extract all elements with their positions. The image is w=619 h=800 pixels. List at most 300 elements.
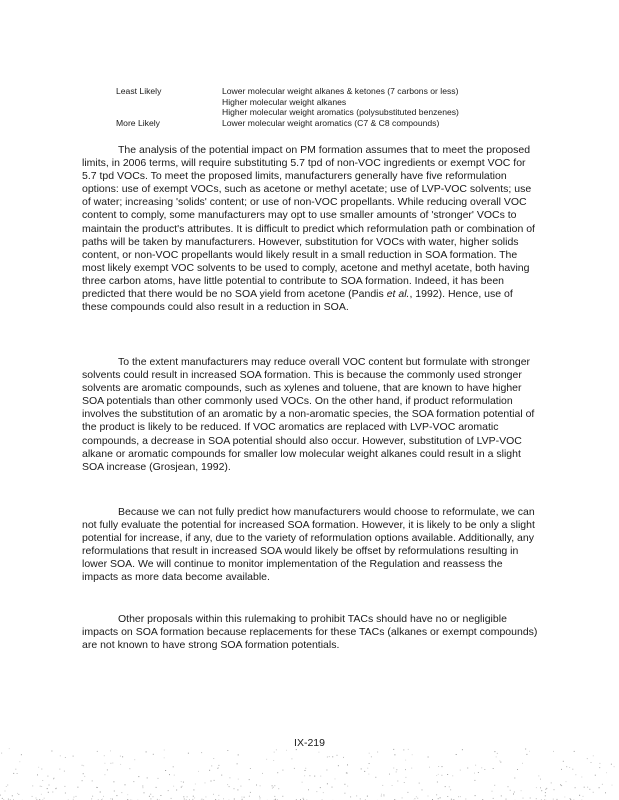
page-number: IX-219: [294, 737, 325, 749]
speckle-dot: [149, 796, 150, 797]
paragraph-tac-proposals: Other proposals within this rulemaking to prohibit TACs should have no or negligible impacts on SOA formation because replacements for these TACs (alkanes or exempt compounds) are not known to have strong SOA formation potentials.: [82, 613, 538, 652]
speckle-dot: [499, 760, 500, 761]
speckle-dot: [593, 755, 594, 756]
speckle-dot: [369, 753, 370, 754]
speckle-dot: [572, 769, 573, 770]
speckle-dot: [530, 798, 531, 799]
speckle-dot: [574, 751, 575, 752]
speckle-dot: [156, 787, 157, 788]
speckle-dot: [249, 796, 250, 797]
speckle-dot: [314, 776, 315, 777]
speckle-dot: [303, 798, 304, 799]
speckle-dot: [237, 789, 238, 790]
speckle-dot: [438, 798, 439, 799]
speckle-dot: [566, 766, 567, 767]
speckle-dot: [508, 786, 509, 787]
speckle-dot: [440, 797, 441, 798]
paragraph-reformulation-uncertainty: Because we can not fully predict how manufacturers would choose to reformulate, we can not fully evaluate the potential for increased SOA formation. However, it is likely to be only a slight potential for increase, if any, due to the variety of reformulation options available. Additionally, any reformulations that result in increased SOA would likely be offset by reformulations resulting in lower SOA. We will continue to monitor implementation of the Regulation and reassess the impacts as more data become available.: [82, 506, 535, 584]
speckle-dot: [591, 762, 592, 763]
speckle-dot: [273, 787, 274, 788]
speckle-dot: [566, 781, 567, 782]
speckle-dot: [37, 774, 38, 775]
speckle-dot: [7, 785, 8, 786]
speckle-dot: [407, 792, 408, 793]
speckle-dot: [250, 792, 251, 793]
speckle-dot: [223, 798, 224, 799]
speckle-dot: [551, 782, 552, 783]
speckle-dot: [291, 758, 292, 759]
speckle-dot: [60, 755, 61, 756]
speckle-dot: [428, 796, 429, 797]
speckle-dot: [450, 789, 451, 790]
speckle-dot: [347, 773, 348, 774]
speckle-dot: [112, 763, 113, 764]
speckle-dot: [523, 798, 524, 799]
speckle-dot: [133, 781, 134, 782]
speckle-dot: [217, 768, 218, 769]
speckle-dot: [332, 787, 333, 788]
speckle-dot: [193, 789, 194, 790]
speckle-dot: [500, 762, 501, 763]
speckle-dot: [612, 785, 613, 786]
speckle-dot: [540, 787, 541, 788]
speckle-dot: [171, 798, 172, 799]
speckle-dot: [296, 749, 297, 750]
speckle-dot: [347, 764, 348, 765]
speckle-dot: [73, 797, 74, 798]
speckle-dot: [229, 777, 230, 778]
speckle-dot: [104, 774, 105, 775]
speckle-dot: [561, 769, 562, 770]
speckle-dot: [234, 799, 235, 800]
speckle-dot: [563, 761, 564, 762]
speckle-dot: [238, 779, 239, 780]
speckle-dot: [583, 796, 584, 797]
speckle-dot: [142, 787, 143, 788]
speckle-dot: [510, 790, 511, 791]
speckle-dot: [478, 772, 479, 773]
speckle-dot: [526, 754, 527, 755]
speckle-dot: [195, 784, 196, 785]
speckle-dot: [553, 751, 554, 752]
speckle-dot: [553, 799, 554, 800]
speckle-dot: [103, 796, 104, 797]
ranking-description: [222, 97, 556, 118]
speckle-dot: [193, 796, 194, 797]
speckle-dot: [587, 787, 588, 788]
speckle-dot: [546, 788, 547, 789]
speckle-dot: [259, 796, 260, 797]
speckle-dot: [540, 779, 541, 780]
speckle-dot: [52, 792, 53, 793]
speckle-dot: [465, 799, 466, 800]
speckle-dot: [449, 786, 450, 787]
speckle-dot: [493, 768, 494, 769]
speckle-dot: [201, 752, 202, 753]
ranking-label: Least Likely: [116, 86, 162, 96]
speckle-dot: [474, 773, 475, 774]
speckle-dot: [554, 789, 555, 790]
speckle-dot: [83, 765, 84, 766]
speckle-dot: [113, 781, 114, 782]
speckle-dot: [458, 796, 459, 797]
speckle-dot: [214, 780, 215, 781]
speckle-dot: [337, 755, 338, 756]
speckle-dot: [218, 795, 219, 796]
speckle-dot: [227, 750, 228, 751]
speckle-dot: [514, 792, 515, 793]
speckle-dot: [100, 792, 101, 793]
speckle-dot: [104, 755, 105, 756]
speckle-dot: [256, 785, 257, 786]
speckle-dot: [110, 763, 111, 764]
speckle-dot: [92, 780, 93, 781]
speckle-dot: [32, 796, 33, 797]
speckle-dot: [364, 771, 365, 772]
speckle-dot: [475, 795, 476, 796]
speckle-dot: [83, 773, 84, 774]
speckle-dot: [8, 799, 9, 800]
speckle-dot: [419, 783, 420, 784]
speckle-dot: [335, 778, 336, 779]
speckle-dot: [394, 754, 395, 755]
speckle-dot: [266, 759, 267, 760]
speckle-dot: [350, 796, 351, 797]
speckle-dot: [599, 767, 600, 768]
speckle-dot: [64, 786, 65, 787]
speckle-dot: [529, 751, 530, 752]
ranking-line: Lower molecular weight aromatics (C7 & C8 compounds): [222, 117, 440, 128]
speckle-dot: [521, 790, 522, 791]
speckle-dot: [144, 792, 145, 793]
speckle-dot: [442, 766, 443, 767]
speckle-dot: [514, 778, 515, 779]
speckle-dot: [1, 753, 2, 754]
speckle-dot: [76, 796, 77, 797]
speckle-dot: [92, 796, 93, 797]
speckle-dot: [91, 798, 92, 799]
speckle-dot: [392, 785, 393, 786]
speckle-dot: [441, 775, 442, 776]
speckle-dot: [181, 781, 182, 782]
speckle-dot: [110, 798, 111, 799]
speckle-dot: [213, 794, 214, 795]
speckle-dot: [47, 788, 48, 789]
speckle-dot: [213, 758, 214, 759]
speckle-dot: [187, 796, 188, 797]
speckle-dot: [104, 763, 105, 764]
speckle-dot: [188, 753, 189, 754]
speckle-dot: [492, 791, 493, 792]
speckle-dot: [589, 789, 590, 790]
speckle-dot: [541, 790, 542, 791]
speckle-dot: [84, 776, 85, 777]
speckle-dot: [545, 795, 546, 796]
ranking-label: More Likely: [116, 117, 160, 128]
speckle-dot: [129, 768, 130, 769]
speckle-dot: [18, 794, 19, 795]
speckle-dot: [211, 781, 212, 782]
speckle-dot: [428, 757, 429, 758]
speckle-dot: [384, 796, 385, 797]
speckle-dot: [389, 774, 390, 775]
speckle-dot: [65, 793, 66, 794]
speckle-dot: [21, 754, 22, 755]
speckle-dot: [575, 787, 576, 788]
speckle-dot: [183, 782, 184, 783]
speckle-dot: [122, 756, 123, 757]
speckle-dot: [408, 749, 409, 750]
speckle-dot: [47, 776, 48, 777]
paragraph-text: The analysis of the potential impact on PM formation assumes that to meet the proposed limits, in 2006 terms, will require substituting 5.7 tpd of non-VOC ingredients or exempt VOC for 5.7 tpd VOCs. To meet the proposed limits, manufacturers generally have five reformulation options: use of exempt VOCs, such as acetone or methyl acetate; use of LVP-VOC solvents; use of water; increasing 'solids' content; or use of non-VOC propellants. While reducing overall VOC content to comply, some manufacturers may opt to use smaller amounts of 'stronger' VOCs to maintain the product's attributes. It is difficult to predict which reformulation path or combination of paths will be taken by manufacturers. However, substitution for VOCs with water, higher solids content, or non-VOC propellants would likely result in a small reduction in SOA formation. The most likely exempt VOC solvents to be used to comply, acetone and methyl acetate, both having three carbon atoms, have little potential to contribute to SOA formation. Indeed, it has been predicted that there would be no SOA yield from acetone (Pandis: [82, 144, 535, 301]
speckle-dot: [437, 782, 438, 783]
speckle-dot: [153, 754, 154, 755]
speckle-dot: [2, 798, 3, 799]
speckle-dot: [82, 765, 83, 766]
speckle-dot: [316, 791, 317, 792]
speckle-dot: [606, 772, 607, 773]
speckle-dot: [41, 786, 42, 787]
speckle-dot: [452, 775, 453, 776]
speckle-dot: [40, 786, 41, 787]
speckle-dot: [294, 768, 295, 769]
speckle-dot: [238, 754, 239, 755]
speckle-dot: [273, 760, 274, 761]
speckle-dot: [244, 797, 245, 798]
speckle-dot: [326, 770, 327, 771]
speckle-dot: [17, 773, 18, 774]
speckle-dot: [560, 784, 561, 785]
speckle-dot: [127, 794, 128, 795]
paragraph-stronger-solvents: To the extent manufacturers may reduce overall VOC content but formulate with stronger solvents could result in increased SOA formation. This is because the commonly used stronger solvents are aromatic compounds, such as xylenes and toluene, that are known to have higher SOA potentials than other commonly used VOCs. On the other hand, if product reformulation involves the substitution of an aromatic by a non-aromatic species, the SOA formation potential of the product is likely to be reduced. If VOC aromatics are replaced with LVP-VOC aromatic compounds, a decrease in SOA potential should also occur. However, substitution of LVP-VOC alkane or aromatic compounds for smaller low molecular weight alkanes could result in a slight SOA increase (Grosjean, 1992).: [82, 356, 535, 473]
speckle-dot: [417, 798, 418, 799]
speckle-dot: [614, 766, 615, 767]
speckle-dot: [501, 795, 502, 796]
speckle-dot: [194, 797, 195, 798]
speckle-dot: [153, 796, 154, 797]
speckle-dot: [320, 776, 321, 777]
ranking-description: [222, 86, 556, 97]
speckle-dot: [343, 757, 344, 758]
speckle-dot: [338, 765, 339, 766]
speckle-dot: [403, 749, 404, 750]
speckle-dot: [447, 774, 448, 775]
speckle-dot: [205, 782, 206, 783]
speckle-dot: [411, 768, 412, 769]
speckle-dot: [383, 794, 384, 795]
speckle-dot: [599, 763, 600, 764]
speckle-dot: [229, 786, 230, 787]
speckle-dot: [142, 786, 143, 787]
speckle-dot: [55, 788, 56, 789]
speckle-dot: [241, 797, 242, 798]
speckle-dot: [272, 785, 273, 786]
speckle-dot: [146, 751, 147, 752]
speckle-dot: [51, 751, 52, 752]
speckle-dot: [513, 794, 514, 795]
speckle-dot: [183, 796, 184, 797]
ranking-description: [222, 118, 556, 129]
speckle-dot: [320, 787, 321, 788]
speckle-dot: [48, 792, 49, 793]
speckle-dot: [347, 786, 348, 787]
speckle-dot: [396, 769, 397, 770]
speckle-dot: [538, 775, 539, 776]
speckle-dot: [493, 798, 494, 799]
speckle-dot: [227, 784, 228, 785]
speckle-dot: [368, 774, 369, 775]
speckle-dot: [462, 749, 463, 750]
speckle-dot: [6, 786, 7, 787]
speckle-dot: [250, 768, 251, 769]
speckle-dot: [134, 759, 135, 760]
ranking-row: [116, 118, 556, 129]
speckle-dot: [456, 754, 457, 755]
speckle-dot: [405, 777, 406, 778]
speckle-dot: [522, 763, 523, 764]
speckle-dot: [536, 798, 537, 799]
speckle-dot: [218, 765, 219, 766]
speckle-dot: [64, 771, 65, 772]
speckle-dot: [209, 770, 210, 771]
speckle-dot: [579, 795, 580, 796]
speckle-dot: [481, 767, 482, 768]
speckle-dot: [205, 796, 206, 797]
speckle-dot: [405, 769, 406, 770]
speckle-dot: [369, 763, 370, 764]
speckle-dot: [367, 768, 368, 769]
speckle-dot: [240, 786, 241, 787]
speckle-dot: [282, 796, 283, 797]
speckle-dot: [356, 795, 357, 796]
speckle-dot: [460, 770, 461, 771]
citation-et-al: et al.: [386, 288, 410, 301]
speckle-dot: [13, 773, 14, 774]
speckle-dot: [402, 797, 403, 798]
speckle-dot: [564, 797, 565, 798]
speckle-dot: [59, 769, 60, 770]
speckle-dot: [160, 795, 161, 796]
speckle-dot: [77, 787, 78, 788]
speckle-dot: [436, 794, 437, 795]
speckle-dot: [15, 769, 16, 770]
speckle-dot: [169, 774, 170, 775]
speckle-dot: [587, 758, 588, 759]
ranking-row: [116, 86, 556, 97]
speckle-dot: [65, 757, 66, 758]
speckle-dot: [41, 794, 42, 795]
speckle-dot: [49, 785, 50, 786]
speckle-dot: [112, 799, 113, 800]
speckle-dot: [96, 787, 97, 788]
speckle-dot: [475, 765, 476, 766]
speckle-dot: [344, 784, 345, 785]
speckle-dot: [276, 749, 277, 750]
speckle-dot: [367, 796, 368, 797]
speckle-dot: [82, 780, 83, 781]
speckle-dot: [605, 792, 606, 793]
speckle-dot: [182, 786, 183, 787]
speckle-dot: [545, 792, 546, 793]
speckle-dot: [494, 785, 495, 786]
speckle-dot: [396, 771, 397, 772]
speckle-dot: [176, 790, 177, 791]
speckle-dot: [371, 756, 372, 757]
speckle-dot: [249, 779, 250, 780]
paragraph-pm-impact-analysis: [82, 144, 540, 314]
speckle-dot: [344, 793, 345, 794]
speckle-dot: [327, 757, 328, 758]
speckle-dot: [525, 749, 526, 750]
speckle-dot: [102, 799, 103, 800]
speckle-dot: [595, 775, 596, 776]
speckle-dot: [381, 796, 382, 797]
speckle-dot: [107, 769, 108, 770]
speckle-dot: [569, 767, 570, 768]
speckle-dot: [168, 790, 169, 791]
speckle-dot: [361, 768, 362, 769]
speckle-dot: [164, 750, 165, 751]
speckle-dot: [184, 799, 185, 800]
speckle-dot: [447, 796, 448, 797]
speckle-dot: [286, 750, 287, 751]
speckle-dot: [305, 768, 306, 769]
speckle-dot: [575, 774, 576, 775]
speckle-dot: [308, 789, 309, 790]
speckle-dot: [12, 795, 13, 796]
speckle-dot: [536, 787, 537, 788]
speckle-dot: [360, 798, 361, 799]
speckle-dot: [570, 798, 571, 799]
soa-likelihood-table: [116, 86, 556, 128]
speckle-dot: [9, 748, 10, 749]
speckle-dot: [438, 774, 439, 775]
speckle-dot: [506, 799, 507, 800]
speckle-dot: [602, 784, 603, 785]
speckle-dot: [611, 764, 612, 765]
speckle-dot: [36, 798, 37, 799]
speckle-dot: [260, 797, 261, 798]
speckle-dot: [393, 768, 394, 769]
speckle-dot: [517, 769, 518, 770]
speckle-dot: [138, 776, 139, 777]
speckle-dot: [599, 787, 600, 788]
speckle-dot: [42, 780, 43, 781]
speckle-dot: [19, 761, 20, 762]
speckle-dot: [44, 798, 45, 799]
speckle-dot: [323, 792, 324, 793]
speckle-dot: [260, 785, 261, 786]
speckle-dot: [438, 766, 439, 767]
speckle-dot: [494, 751, 495, 752]
speckle-dot: [309, 775, 310, 776]
speckle-dot: [110, 750, 111, 751]
speckle-dot: [150, 798, 151, 799]
speckle-dot: [467, 768, 468, 769]
speckle-dot: [404, 782, 405, 783]
speckle-dot: [474, 780, 475, 781]
ranking-line: Higher molecular weight aromatics (polysubstituted benzenes): [222, 107, 459, 118]
speckle-dot: [416, 796, 417, 797]
speckle-dot: [211, 765, 212, 766]
speckle-dot: [120, 764, 121, 765]
speckle-dot: [173, 786, 174, 787]
speckle-dot: [496, 756, 497, 757]
speckle-dot: [429, 767, 430, 768]
speckle-dot: [114, 791, 115, 792]
speckle-dot: [221, 775, 222, 776]
speckle-dot: [158, 778, 159, 779]
